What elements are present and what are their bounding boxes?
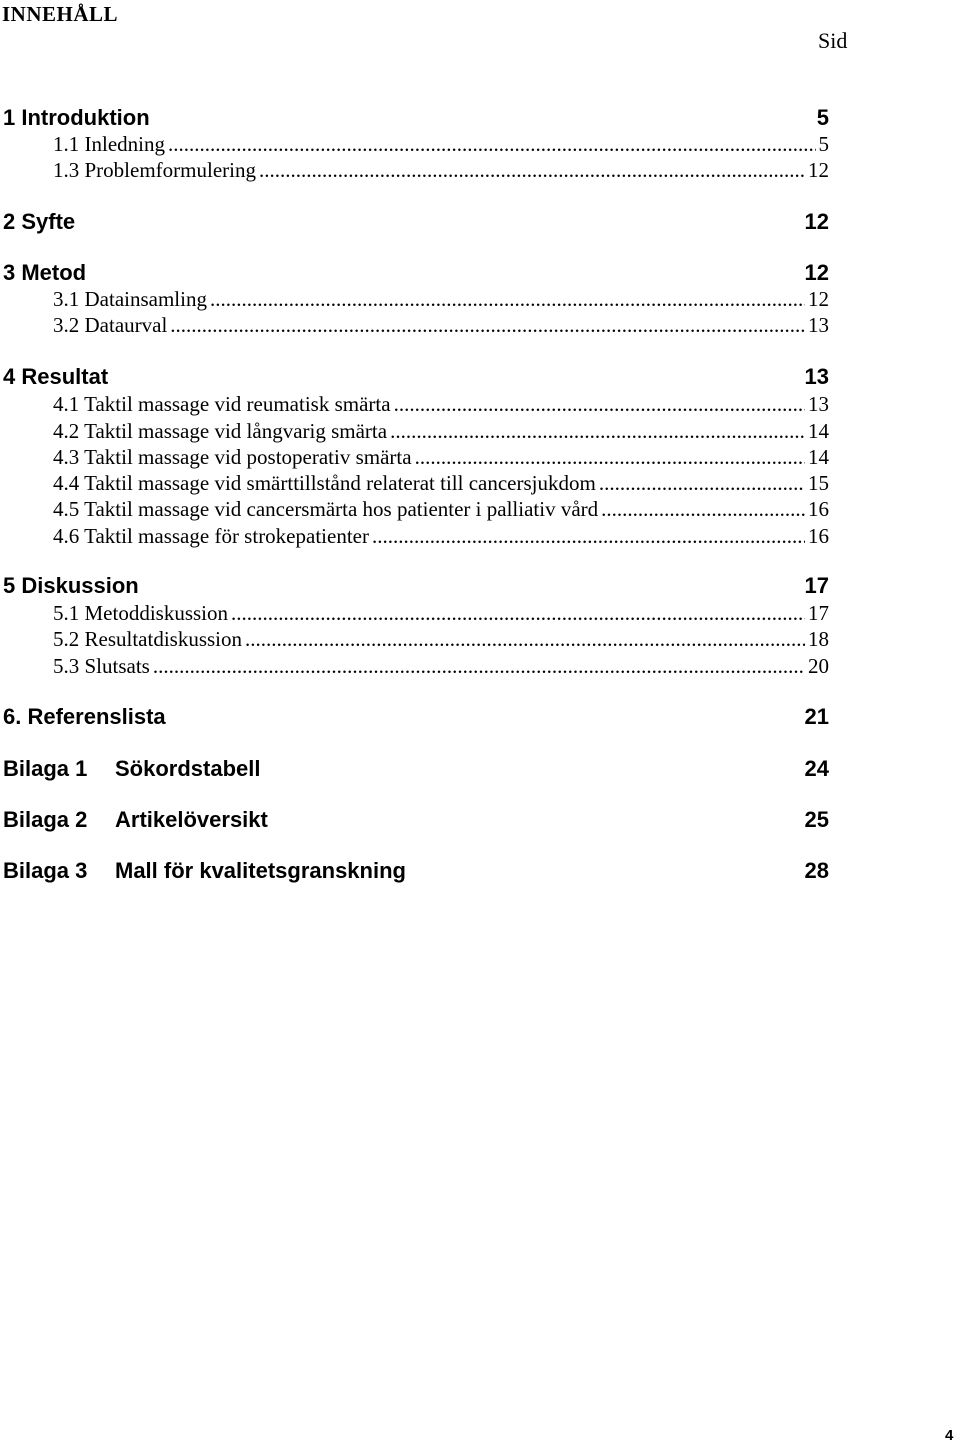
- toc-heading-page: 17: [804, 573, 829, 598]
- toc-entry-label: 1.3 Problemformulering: [53, 158, 256, 182]
- toc-entry-strokepatienter[interactable]: [53, 523, 829, 549]
- toc-entry-page: 17: [808, 601, 829, 625]
- toc-heading-page: 12: [804, 209, 829, 234]
- toc-leader-dots: [168, 131, 816, 157]
- page-column-label: Sid: [818, 28, 848, 53]
- toc-leader-dots: [390, 418, 805, 444]
- toc-leader-dots: [231, 600, 805, 626]
- toc-entry-page: 14: [808, 419, 829, 443]
- toc-leader-dots: [415, 444, 805, 470]
- toc-entry-page: 12: [808, 287, 829, 311]
- toc-entry-label: 4.5 Taktil massage vid cancersmärta hos patienter i palliativ vård: [53, 497, 599, 521]
- toc-heading-page: 13: [804, 364, 829, 389]
- toc-heading-diskussion[interactable]: [3, 573, 829, 599]
- toc-entry-label: 5.2 Resultatdiskussion: [53, 627, 243, 651]
- toc-entry-page: 5: [818, 132, 829, 156]
- toc-entry-reumatisk-smarta[interactable]: [53, 391, 829, 417]
- toc-entry-page: 20: [808, 654, 829, 678]
- toc-entry-page: 16: [808, 497, 829, 521]
- toc-appendix-page: 28: [804, 858, 829, 883]
- toc-heading-referenslista[interactable]: [3, 704, 829, 730]
- toc-heading-resultat[interactable]: [3, 364, 829, 390]
- toc-entry-page: 18: [808, 627, 829, 651]
- toc-entry-page: 13: [808, 313, 829, 337]
- toc-entry-label: 4.6 Taktil massage för strokepatienter: [53, 524, 369, 548]
- page-number: 4: [945, 1427, 954, 1444]
- toc-entry-label: 4.1 Taktil massage vid reumatisk smärta: [53, 392, 391, 416]
- page-title: INNEHÅLL: [2, 2, 119, 26]
- toc-entry-dataurval[interactable]: [53, 312, 829, 338]
- toc-heading-syfte[interactable]: [3, 209, 829, 235]
- toc-appendix-page: 25: [804, 807, 829, 832]
- toc-leader-dots: [599, 470, 805, 496]
- toc-entry-label: 5.3 Slutsats: [53, 654, 150, 678]
- toc-appendix-3[interactable]: [3, 858, 829, 884]
- toc-appendix-title: Mall för kvalitetsgranskning: [115, 858, 406, 883]
- toc-appendix-1[interactable]: [3, 756, 829, 782]
- toc-heading-introduktion[interactable]: [3, 105, 829, 131]
- toc-appendix-label: Bilaga 2: [3, 807, 88, 832]
- toc-entry-page: 16: [808, 524, 829, 548]
- toc-entry-langvarig-smarta[interactable]: [53, 418, 829, 444]
- toc-leader-dots: [372, 523, 805, 549]
- toc-entry-page: 15: [808, 471, 829, 495]
- toc-entry-page: 12: [808, 158, 829, 182]
- toc-entry-label: 4.2 Taktil massage vid långvarig smärta: [53, 419, 388, 443]
- toc-entry-label: 3.1 Datainsamling: [53, 287, 207, 311]
- toc-entry-palliativ-vard[interactable]: [53, 496, 829, 522]
- toc-appendix-label: Bilaga 3: [3, 858, 88, 883]
- toc-heading-page: 5: [816, 105, 829, 130]
- toc-heading-label: 1 Introduktion: [3, 105, 150, 130]
- toc-appendix-label: Bilaga 1: [3, 756, 88, 781]
- toc-heading-page: 12: [804, 260, 829, 285]
- toc-entry-inledning[interactable]: [53, 131, 829, 157]
- toc-entry-datainsamling[interactable]: [53, 286, 829, 312]
- toc-leader-dots: [394, 391, 805, 417]
- toc-leader-dots: [601, 496, 805, 522]
- toc-heading-page: 21: [804, 704, 829, 729]
- toc-heading-label: 4 Resultat: [3, 364, 109, 389]
- toc-entry-label: 4.4 Taktil massage vid smärttillstånd relaterat till cancersjukdom: [53, 471, 596, 495]
- toc-entry-slutsats[interactable]: [53, 653, 829, 679]
- toc-entry-problemformulering[interactable]: [53, 157, 829, 183]
- toc-entry-page: 14: [808, 445, 829, 469]
- toc-leader-dots: [245, 626, 805, 652]
- toc-appendix-title: Sökordstabell: [115, 756, 261, 781]
- toc-entry-postoperativ-smarta[interactable]: [53, 444, 829, 470]
- toc-heading-label: 5 Diskussion: [3, 573, 139, 598]
- toc-heading-label: 3 Metod: [3, 260, 87, 285]
- toc-appendix-2[interactable]: [3, 807, 829, 833]
- toc-entry-label: 1.1 Inledning: [53, 132, 165, 156]
- toc-entry-label: 3.2 Dataurval: [53, 313, 168, 337]
- toc-appendix-title: Artikelöversikt: [115, 807, 268, 832]
- toc-entry-label: 5.1 Metoddiskussion: [53, 601, 229, 625]
- toc-leader-dots: [153, 653, 805, 679]
- toc-leader-dots: [170, 312, 805, 338]
- toc-heading-label: 6. Referenslista: [3, 704, 166, 729]
- toc-appendix-page: 24: [804, 756, 829, 781]
- toc-heading-label: 2 Syfte: [3, 209, 76, 234]
- toc-entry-cancersjukdom[interactable]: [53, 470, 829, 496]
- toc-leader-dots: [259, 157, 805, 183]
- toc-entry-metoddiskussion[interactable]: [53, 600, 829, 626]
- toc-leader-dots: [210, 286, 805, 312]
- toc-entry-page: 13: [808, 392, 829, 416]
- toc-entry-resultatdiskussion[interactable]: [53, 626, 829, 652]
- toc-heading-metod[interactable]: [3, 260, 829, 286]
- toc-entry-label: 4.3 Taktil massage vid postoperativ smärta: [53, 445, 412, 469]
